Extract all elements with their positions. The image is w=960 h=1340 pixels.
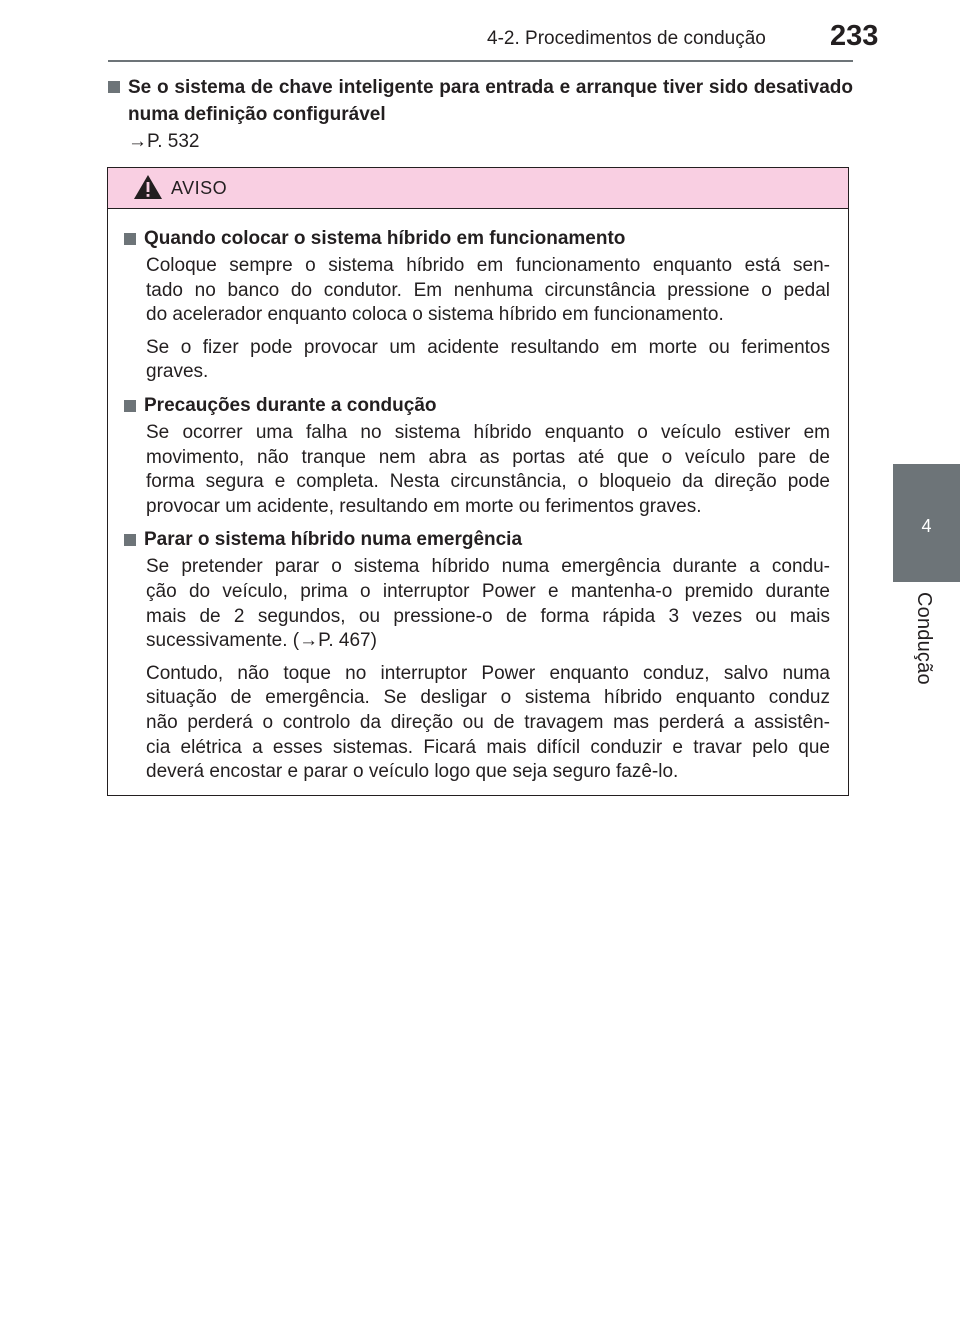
- paragraph-line: deverá encostar e parar o veículo logo que seja seguro fazê-lo.: [146, 761, 679, 783]
- warning-item: [124, 527, 830, 784]
- page-number: 233: [830, 20, 879, 52]
- warning-header: [108, 168, 848, 209]
- warning-item-heading-text: Parar o sistema híbrido numa emergência: [144, 529, 523, 551]
- section-title: 4-2. Procedimentos de condução: [487, 28, 766, 49]
- warning-paragraph: [146, 662, 830, 785]
- paragraph-line: provocar um acidente, resultando em morte ou ferimentos graves.: [146, 495, 702, 517]
- paragraph-line: Se pretender parar o sistema híbrido numa emergência durante a condu-: [146, 556, 830, 578]
- paragraph-line: mais de 2 segundos, ou pressione-o de forma rápida 3 vezes ou mais: [146, 605, 830, 627]
- paragraph-line: graves.: [146, 361, 209, 383]
- paragraph-line: sucessivamente. (→P. 467): [146, 630, 377, 652]
- paragraph-line: Se ocorrer uma falha no sistema híbrido enquanto o veículo estiver em: [146, 421, 830, 443]
- warning-title: AVISO: [171, 178, 228, 198]
- intro-section: [108, 74, 853, 155]
- paragraph-line: Contudo, não toque no interruptor Power enquanto conduz, salvo numa: [146, 662, 830, 684]
- warning-item: [124, 393, 830, 519]
- warning-item-heading: [124, 393, 830, 419]
- square-bullet-icon: [124, 534, 136, 546]
- warning-item: [124, 226, 830, 385]
- paragraph-line: movimento, não tranque nem abra as portas até que o veículo pare de: [146, 446, 830, 468]
- warning-item-heading-text: Quando colocar o sistema híbrido em funcionamento: [144, 228, 626, 249]
- paragraph-line: forma segura e completa. Nesta circunstância, o bloqueio da direção pode: [146, 471, 830, 493]
- warning-paragraph: [146, 421, 830, 519]
- square-bullet-icon: [124, 400, 136, 412]
- square-bullet-icon: [124, 233, 136, 245]
- chapter-label: Condução: [913, 592, 935, 685]
- header-divider: [108, 60, 853, 62]
- paragraph-line: não perderá o controlo da direção ou de travagem mas perderá a assistên-: [146, 711, 830, 733]
- paragraph-line: do acelerador enquanto coloca o sistema híbrido em funcionamento.: [146, 304, 724, 326]
- warning-item-heading: [124, 527, 830, 553]
- paragraph-line: tado no banco do condutor. Em nenhuma circunstância pressione o pedal: [146, 279, 830, 301]
- warning-item-heading-text: Precauções durante a condução: [144, 394, 437, 416]
- intro-heading-text: Se o sistema de chave inteligente para entrada e arranque tiver sido desativado numa definição configurável: [128, 77, 853, 125]
- chapter-number: 4: [921, 516, 932, 536]
- paragraph-line: situação de emergência. Se desligar o sistema híbrido enquanto conduz: [146, 687, 830, 709]
- paragraph-line: ção do veículo, prima o interruptor Power e mantenha-o premido durante: [146, 580, 830, 602]
- square-bullet-icon: [108, 81, 120, 93]
- paragraph-line: Coloque sempre o sistema híbrido em funcionamento enquanto está sen-: [146, 255, 830, 276]
- paragraph-line: cia elétrica a esses sistemas. Ficará mais difícil conduzir e travar pelo que: [146, 736, 830, 758]
- warning-item-heading: [124, 226, 830, 252]
- intro-heading: [108, 74, 853, 128]
- warning-paragraph: [146, 555, 830, 653]
- warning-triangle-icon: [133, 174, 163, 200]
- page-reference: →P. 532: [128, 131, 200, 152]
- warning-paragraph: [146, 336, 830, 385]
- paragraph-line: Se o fizer pode provocar um acidente resultando em morte ou ferimentos: [146, 336, 830, 358]
- warning-body: [108, 209, 848, 785]
- page-header: [0, 0, 960, 62]
- warning-box: [107, 167, 849, 796]
- chapter-tab: [893, 464, 960, 582]
- warning-paragraph: [146, 254, 830, 328]
